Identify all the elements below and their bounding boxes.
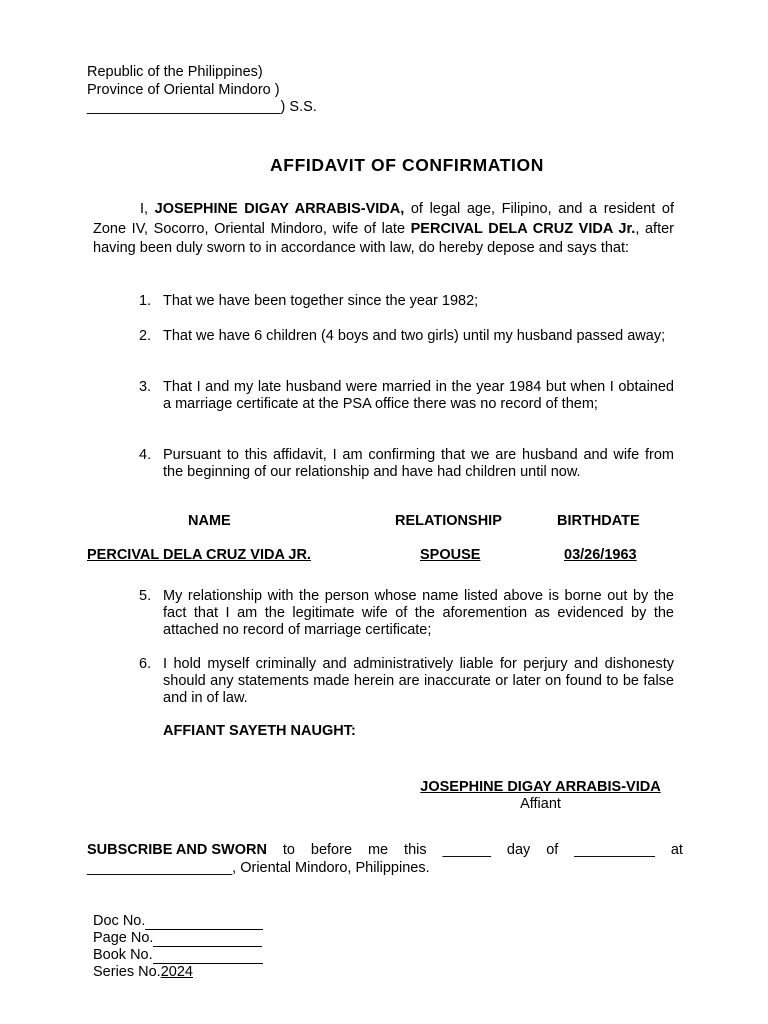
list-item (139, 328, 674, 345)
page-no-blank (153, 932, 262, 947)
signature-name: JOSEPHINE DIGAY ARRABIS-VIDA (420, 779, 661, 795)
jurat-line-2 (87, 859, 683, 877)
page-no-line (93, 930, 263, 947)
intro-paragraph (93, 200, 674, 259)
affiant-sayeth-naught: AFFIANT SAYETH NAUGHT: (163, 723, 356, 739)
intro-text-3: , after having been duly sworn to in accordance with law, do hereby depose and says that: (93, 220, 675, 256)
item-number: 3. (139, 379, 152, 395)
table-header-name: NAME (188, 513, 231, 529)
book-no-blank (153, 949, 263, 964)
husband-name: PERCIVAL DELA CRUZ VIDA Jr. (410, 220, 636, 237)
doc-no-label: Doc No. (93, 913, 146, 929)
item-number: 5. (139, 588, 152, 604)
series-no-label: Series No. (93, 964, 161, 980)
document-title: AFFIDAVIT OF CONFIRMATION (270, 155, 544, 175)
list-item (139, 379, 674, 413)
table-header-birthdate: BIRTHDATE (557, 513, 640, 529)
jurat-heading: SUBSCRIBE AND SWORN (87, 842, 267, 858)
signature-role: Affiant (520, 796, 561, 812)
item-text: That we have 6 children (4 boys and two girls) until my husband passed away; (163, 328, 666, 344)
venue-header (87, 64, 317, 117)
affiant-name: JOSEPHINE DIGAY ARRABIS-VIDA, (154, 201, 405, 217)
venue-line-ss (87, 99, 317, 117)
jurat-word: to (282, 842, 295, 858)
item-number: 2. (139, 328, 152, 344)
table-cell-name: PERCIVAL DELA CRUZ VIDA JR. (87, 547, 311, 563)
item-text: Pursuant to this affidavit, I am confirming that we are husband and wife from the beginning of our relationship and have had children until now. (163, 447, 674, 480)
series-no-value: 2024 (160, 964, 193, 980)
list-item (139, 588, 674, 639)
list-item (139, 656, 674, 707)
venue-line-province: Province of Oriental Mindoro ) (87, 81, 280, 98)
jurat-word: before (310, 842, 353, 858)
month-blank: __________ (574, 842, 655, 858)
item-text: That I and my late husband were married in the year 1984 but when I obtained a marriage certificate at the PSA office there was no record of them; (163, 379, 674, 412)
venue-line-country: Republic of the Philippines) (87, 64, 263, 80)
jurat-word: day (506, 842, 531, 858)
item-number: 4. (139, 447, 152, 463)
day-blank: ______ (442, 842, 491, 858)
series-no-line (93, 964, 263, 981)
item-text: My relationship with the person whose name listed above is borne out by the fact that I am the legitimate wife of the aforemention as evidenced by the attached no record of marriage certificate; (163, 588, 674, 638)
ss-label: ) S.S. (280, 99, 317, 115)
table-cell-relationship: SPOUSE (420, 547, 481, 563)
table-header-relationship: RELATIONSHIP (395, 513, 502, 529)
doc-no-line (93, 913, 263, 930)
jurat (87, 841, 683, 877)
jurat-word: me (367, 842, 389, 858)
page-no-label: Page No. (93, 930, 154, 946)
intro-text-1: I, (140, 201, 155, 217)
list-item (139, 293, 674, 310)
doc-no-blank (145, 915, 263, 930)
jurat-word: this (404, 842, 427, 858)
notarial-register (93, 913, 263, 981)
jurat-word: at (670, 842, 683, 858)
book-no-label: Book No. (93, 947, 153, 963)
item-text: That we have been together since the year 1982; (163, 293, 479, 309)
signature-block (411, 779, 670, 813)
table-cell-birthdate: 03/26/1963 (564, 547, 637, 563)
place-blank: __________________ (87, 860, 233, 876)
item-number: 6. (139, 656, 152, 672)
item-number: 1. (139, 293, 152, 309)
item-text: I hold myself criminally and administratively liable for perjury and dishonesty should any statements made herein are inaccurate or later on found to be false and in of law. (163, 656, 674, 706)
list-item (139, 447, 674, 481)
venue-blank: ________________________ (87, 99, 281, 115)
jurat-place: , Oriental Mindoro, Philippines. (232, 860, 430, 876)
jurat-line-1 (87, 841, 683, 859)
intro-text-2: of legal age, Filipino, and a resident of Zone IV, Socorro, Oriental Mindoro, wife of late (93, 201, 674, 237)
book-no-line (93, 947, 263, 964)
jurat-word: of (546, 842, 559, 858)
